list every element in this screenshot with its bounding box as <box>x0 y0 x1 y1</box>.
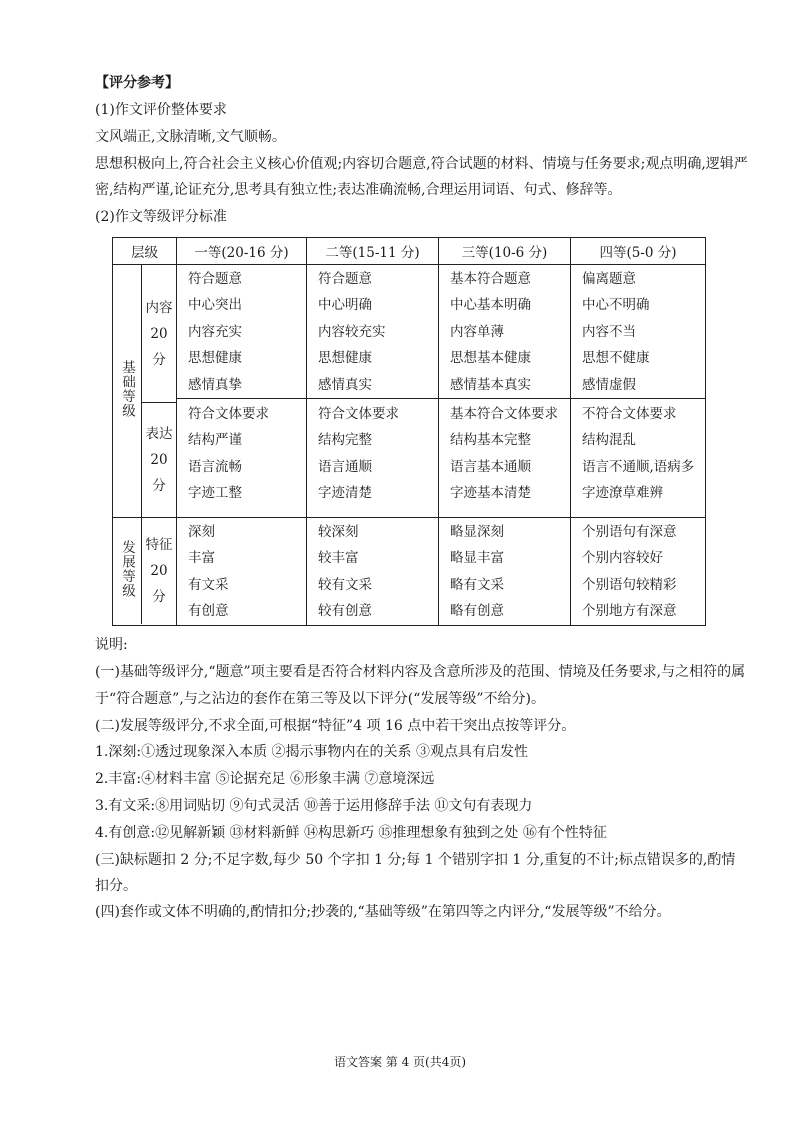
criterion: 略显深刻 <box>450 524 504 540</box>
note-line: 2.丰富:④材料丰富 ⑤论据充足 ⑥形象丰满 ⑦意境深远 <box>95 771 435 787</box>
note-line: 4.有创意:⑫见解新颖 ⑬材料新鲜 ⑭构思新巧 ⑮推理想象有独到之处 ⑯有个性特征 <box>95 825 607 841</box>
basic-level-cell <box>113 265 142 517</box>
note-line: 扣分。 <box>95 878 137 894</box>
paragraph-line: 密,结构严谨,论证充分,思考具有独立性;表达准确流畅,合理运用词语、句式、修辞等。 <box>95 182 622 198</box>
expression-label: 表达 <box>145 426 173 442</box>
note-line: (二)发展等级评分,不求全面,可根据“特征”4 项 16 点中若干突出点按等评分。 <box>95 718 576 734</box>
note-line: (四)套作或文体不明确的,酌情扣分;抄袭的,“基础等级”在第四等之内评分,“发展等级”不给分。 <box>95 904 671 920</box>
criterion: 符合题意 <box>318 271 372 287</box>
criterion: 略有文采 <box>450 576 504 593</box>
criterion: 思想不健康 <box>582 350 650 367</box>
criterion: 结构完整 <box>318 432 372 449</box>
criterion: 结构严谨 <box>188 432 242 449</box>
note-line: (一)基础等级评分,“题意”项主要看是否符合材料内容及含意所涉及的范围、情境及任务要求,与之相符的属 <box>95 664 746 680</box>
criterion: 内容单薄 <box>450 323 504 340</box>
content-grade4 <box>571 265 706 518</box>
note-line: (三)缺标题扣 2 分;不足字数,每少 50 个字扣 1 分;每 1 个错别字扣 1 分,重复的不计;标点错误多的,酌情 <box>95 852 736 868</box>
feature-cell <box>142 518 177 624</box>
content-score: 20 分 <box>150 325 168 368</box>
criterion: 字迹工整 <box>188 485 242 502</box>
criterion: 符合文体要求 <box>188 405 269 422</box>
criterion: 略有创意 <box>450 603 504 620</box>
criterion: 深刻 <box>188 524 215 540</box>
criterion: 中心不明确 <box>582 297 650 314</box>
criterion: 中心明确 <box>318 297 372 314</box>
table-header-row <box>113 238 706 265</box>
criterion: 个别语句较精彩 <box>582 576 677 593</box>
criterion: 基本符合文体要求 <box>450 405 558 422</box>
note-line: 3.有文采:⑧用词贴切 ⑨句式灵活 ⑩善于运用修辞手法 ⑪文句有表现力 <box>95 798 533 814</box>
feature-grade3 <box>439 518 571 626</box>
dev-level-cell <box>113 518 142 624</box>
criterion: 较有文采 <box>318 576 372 593</box>
note-line: 于“符合题意”,与之沾边的套作在第三等及以下评分(“发展等级”不给分)。 <box>95 691 546 707</box>
criterion: 思想基本健康 <box>450 350 531 367</box>
paragraph-line: 文风端正,文脉清晰,文气顺畅。 <box>95 129 286 145</box>
feature-grade1 <box>177 518 307 626</box>
basic-level-label: 基础等级 <box>119 360 135 418</box>
criterion: 思想健康 <box>188 350 242 367</box>
criterion: 偏离题意 <box>582 271 636 287</box>
table-row <box>113 518 706 626</box>
criterion: 感情真实 <box>318 376 372 393</box>
criterion: 个别地方有深意 <box>582 603 677 620</box>
criterion: 丰富 <box>188 550 215 567</box>
feature-score: 20 分 <box>150 563 168 605</box>
criterion: 字迹潦草难辨 <box>582 485 663 502</box>
feature-grade2 <box>307 518 439 626</box>
content-cell <box>142 265 177 403</box>
dev-level-label: 发展等级 <box>119 540 135 598</box>
criterion: 较深刻 <box>318 524 359 540</box>
content-grade3 <box>439 265 571 518</box>
header-cell: 三等(10-6 分) <box>439 238 571 265</box>
criterion: 内容较充实 <box>318 323 386 340</box>
criterion: 个别内容较好 <box>582 550 663 567</box>
criterion: 语言通顺 <box>318 458 372 475</box>
criterion: 有创意 <box>188 603 229 620</box>
criterion: 思想健康 <box>318 350 372 367</box>
criterion: 语言不通顺,语病多 <box>582 458 695 475</box>
header-cell: 一等(20-16 分) <box>177 238 307 265</box>
criterion: 感情真挚 <box>188 376 242 393</box>
page-footer: 语文答案 第 4 页(共4页) <box>333 1055 467 1069</box>
feature-grade4 <box>571 518 706 626</box>
criterion: 个别语句有深意 <box>582 524 677 540</box>
criterion: 略显丰富 <box>450 550 504 567</box>
criterion: 字迹基本清楚 <box>450 485 531 502</box>
criterion: 有文采 <box>188 576 229 593</box>
feature-label: 特征 <box>145 537 173 553</box>
subsection-title: (1)作文评价整体要求 <box>95 102 227 118</box>
criterion: 基本符合题意 <box>450 271 531 287</box>
content-label: 内容 <box>145 299 173 316</box>
criterion: 结构基本完整 <box>450 432 531 449</box>
paragraph-line: 思想积极向上,符合社会主义核心价值观;内容切合题意,符合试题的材料、情境与任务要求;观点明确,逻辑严 <box>95 156 748 172</box>
criterion: 结构混乱 <box>582 432 636 449</box>
content-grade1 <box>177 265 307 518</box>
criterion: 较丰富 <box>318 550 359 567</box>
grading-table <box>112 237 706 626</box>
section-title: 【评分参考】 <box>95 75 179 91</box>
criterion: 不符合文体要求 <box>582 405 677 422</box>
criterion: 语言流畅 <box>188 458 242 475</box>
criterion: 符合文体要求 <box>318 405 399 422</box>
note-line: 1.深刻:①透过现象深入本质 ②揭示事物内在的关系 ③观点具有启发性 <box>95 744 528 760</box>
expression-score: 20 分 <box>150 452 168 494</box>
content-grade2 <box>307 265 439 518</box>
criterion: 符合题意 <box>188 271 242 287</box>
criterion: 中心突出 <box>188 297 242 314</box>
criterion: 内容不当 <box>582 323 636 340</box>
category-cell <box>113 518 177 626</box>
criterion: 内容充实 <box>188 323 242 340</box>
criterion: 感情基本真实 <box>450 376 531 393</box>
header-cell: 二等(15-11 分) <box>307 238 439 265</box>
criterion: 中心基本明确 <box>450 297 531 314</box>
header-cell: 层级 <box>113 238 177 265</box>
criterion: 语言基本通顺 <box>450 458 531 475</box>
level-subtable <box>113 265 176 517</box>
expression-cell <box>142 403 177 518</box>
criterion: 感情虚假 <box>582 376 636 393</box>
table-row <box>113 265 706 518</box>
criterion: 较有创意 <box>318 603 372 620</box>
notes-title: 说明: <box>95 637 128 653</box>
subsection-title: (2)作文等级评分标准 <box>95 209 227 225</box>
category-cell <box>113 265 177 518</box>
header-cell: 四等(5-0 分) <box>571 238 706 265</box>
criterion: 字迹清楚 <box>318 485 372 502</box>
level-subtable <box>113 518 176 624</box>
